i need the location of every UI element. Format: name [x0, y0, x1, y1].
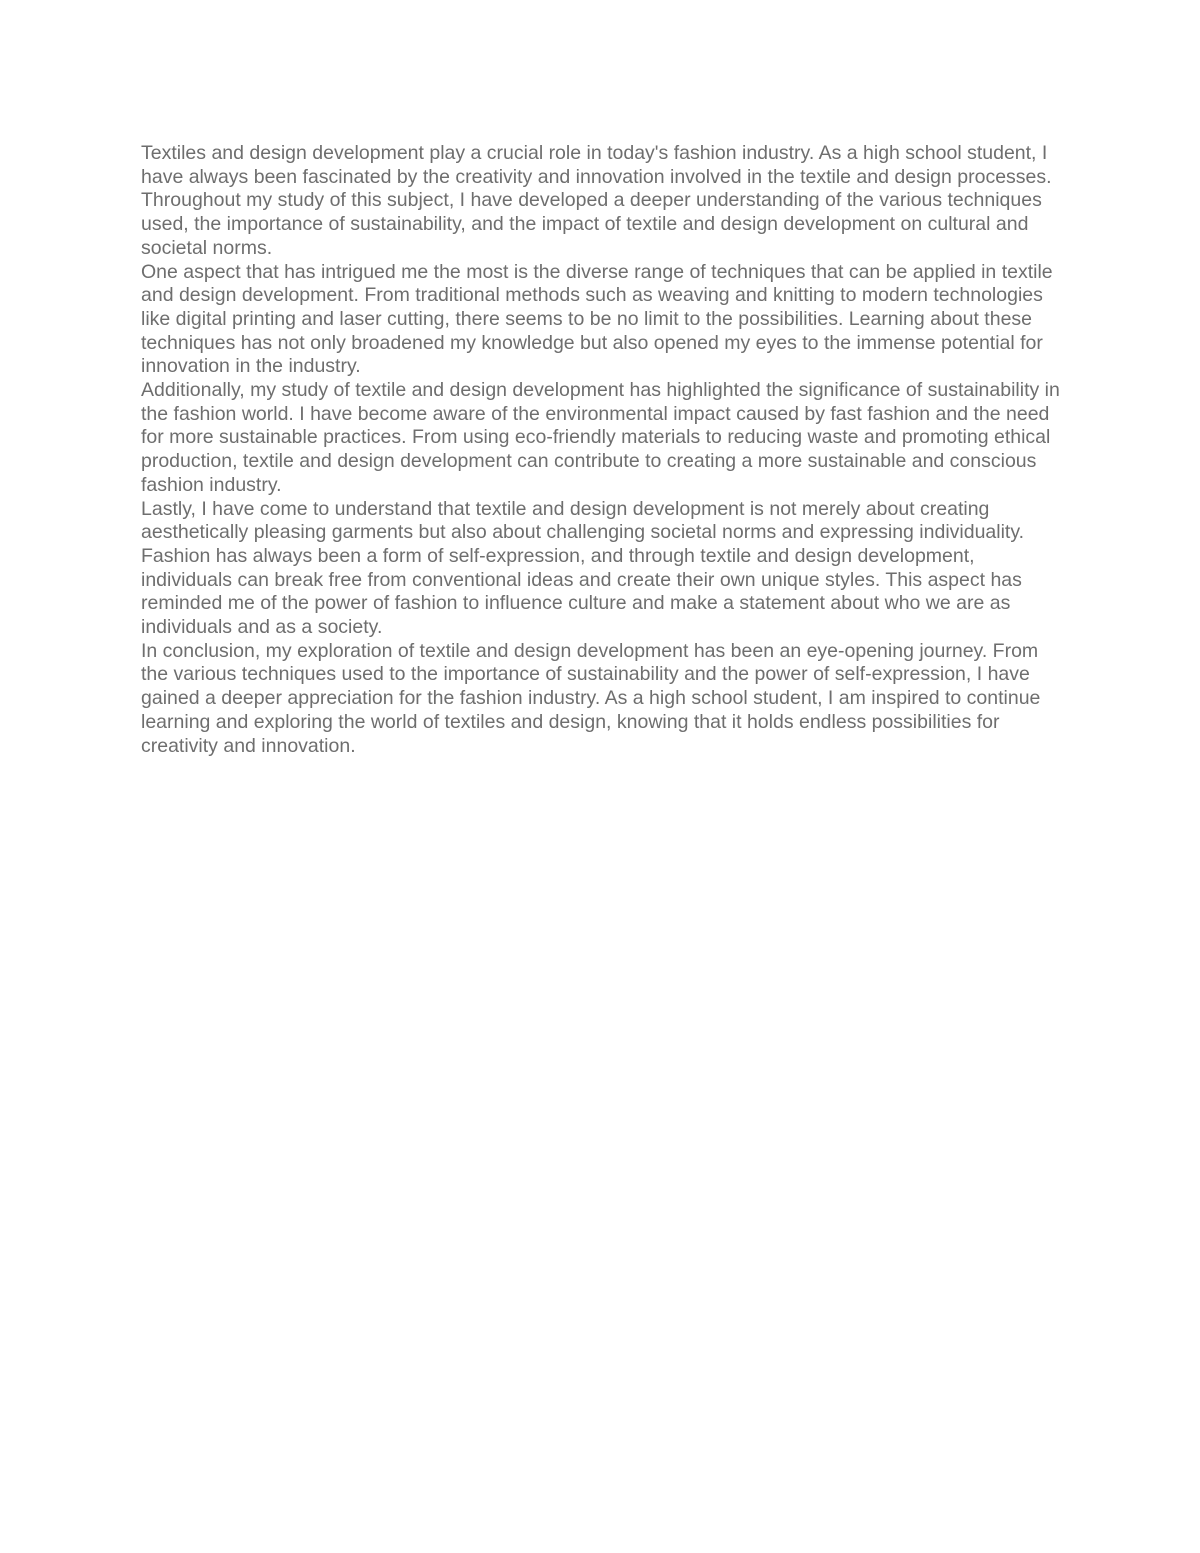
paragraph-3: Additionally, my study of textile and design development has highlighted the significance of sustainability in the fashion world. I have become aware of the environmental impact caused by fast fashion and the need for more sustainable practices. From using eco-friendly materials to reducing waste and promoting ethical production, textile and design development can contribute to creating a more sustainable and conscious fashion industry.	[141, 379, 1060, 496]
paragraph-5: In conclusion, my exploration of textile and design development has been an eye-opening journey. From the various techniques used to the importance of sustainability and the power of self-expression, I have gained a deeper appreciation for the fashion industry. As a high school student, I am inspired to continue learning and exploring the world of textiles and design, knowing that it holds endless possibilities for creativity and innovation.	[141, 639, 1041, 757]
paragraph-2: One aspect that has intrigued me the most is the diverse range of techniques that can be applied in textile and design development. From traditional methods such as weaving and knitting to modern technologies like digital printing and laser cutting, there seems to be no limit to the possibilities. Learning about these techniques has not only broadened my knowledge but also opened my eyes to the immense potential for innovation in the industry.	[141, 260, 1053, 378]
paragraph-1: Textiles and design development play a crucial role in today's fashion industry. As a high school student, I have always been fascinated by the creativity and innovation involved in the textile and design processes. Throughout my study of this subject, I have developed a deeper understanding of the various techniques used, the importance of sustainability, and the impact of textile and design development on cultural and societal norms.	[141, 142, 1052, 259]
paragraph-4: Lastly, I have come to understand that textile and design development is not merely about creating aesthetically pleasing garments but also about challenging societal norms and expressing individuality. Fashion has always been a form of self-expression, and through textile and design development, individuals can break free from conventional ideas and create their own unique styles. This aspect has reminded me of the power of fashion to influence culture and make a statement about who we are as individuals and as a society.	[141, 497, 1025, 639]
document-body	[141, 142, 1066, 758]
